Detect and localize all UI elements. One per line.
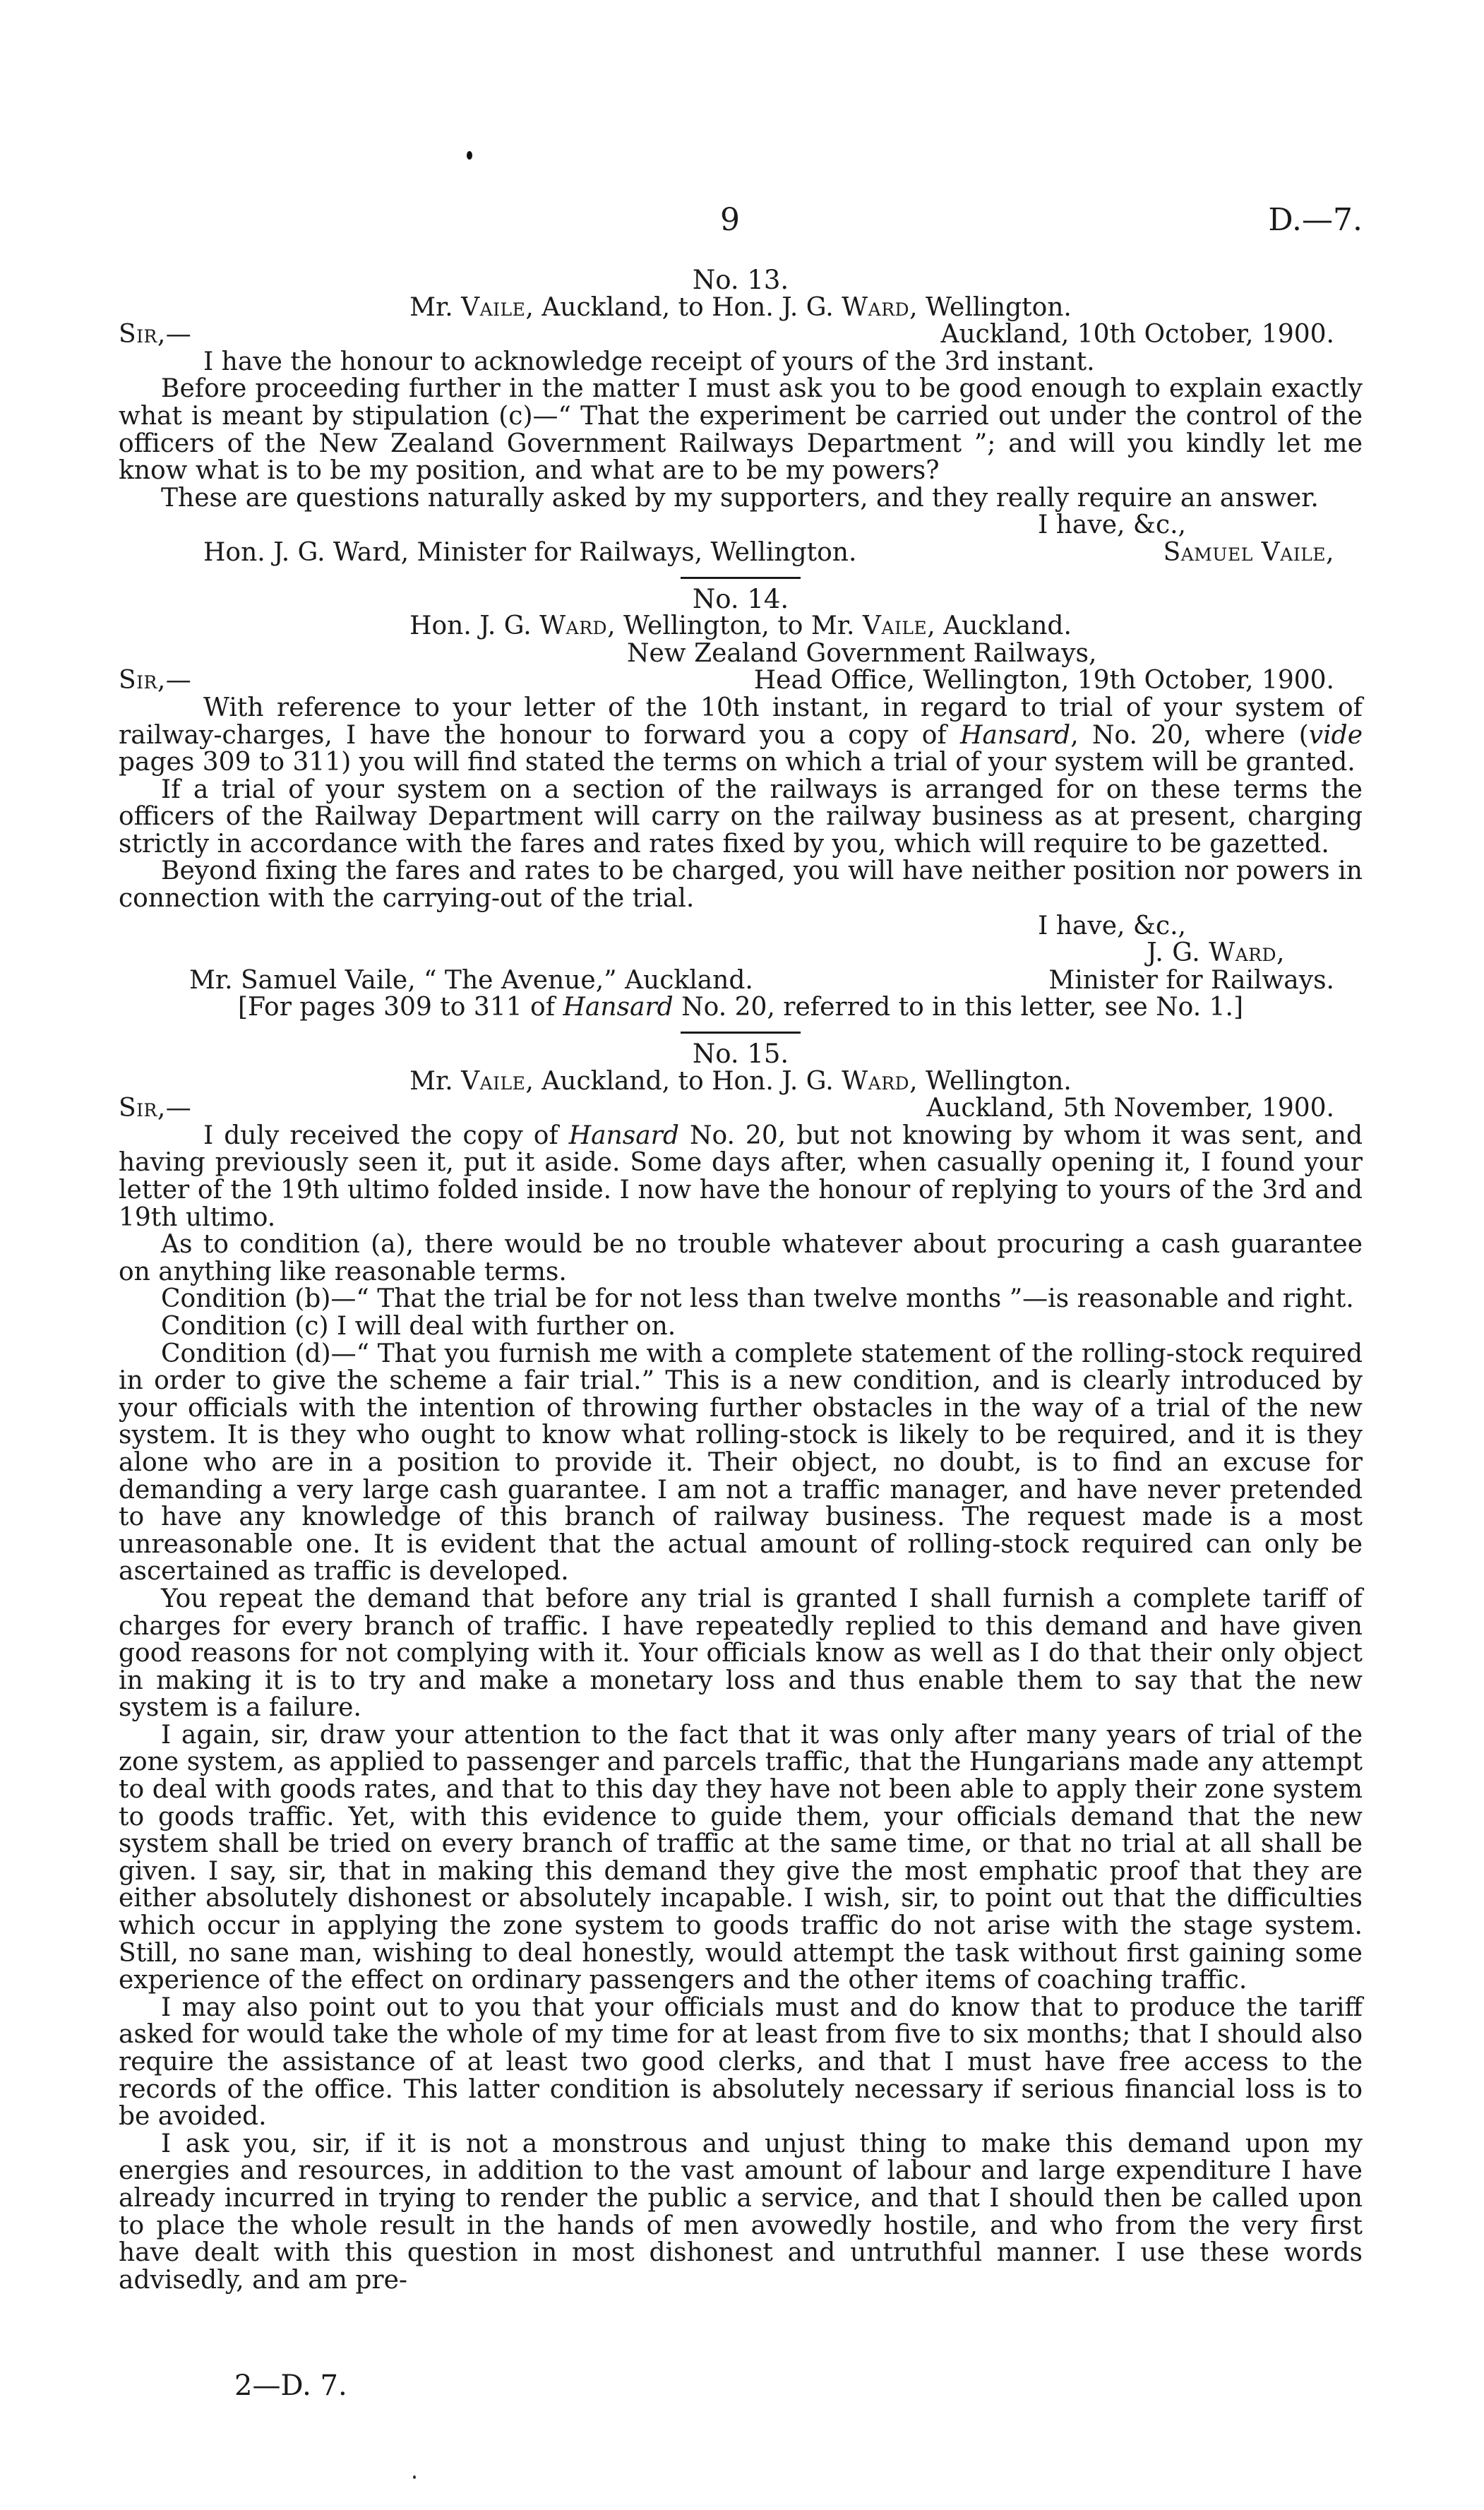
letter-from-to: Hon. J. G. Ward, Wellington, to Mr. Vaile, Auckland. — [409, 611, 1072, 641]
paragraph: I have the honour to acknowledge receipt of yours of the 3rd instant. — [203, 347, 1095, 376]
paragraph: Beyond fixing the fares and rates to be charged, you will have neither position nor powers in connection with the carrying-out of the trial. — [119, 856, 1363, 914]
section-divider — [681, 577, 801, 579]
paragraph: With reference to your letter of the 10th instant, in regard to trial of your system of railway-charges, I have the honour to forward you a copy of Hansard, No. 20, where (vide pages 309 to 311) you will find stated the terms on which a trial of your system will be granted. — [119, 693, 1363, 777]
dateline: Head Office, Wellington, 19th October, 1900. — [753, 666, 1334, 695]
document-reference: D.—7. — [1268, 202, 1363, 238]
signature: Samuel Vaile, — [1163, 537, 1334, 567]
ink-speck — [413, 2475, 416, 2479]
closing: I have, &c., — [1038, 911, 1186, 940]
organisation-line: New Zealand Government Railways, — [627, 638, 1097, 668]
letter-from-to: Mr. Vaile, Auckland, to Hon. J. G. Ward, Wellington. — [409, 1066, 1072, 1096]
salutation: Sir,— — [119, 666, 192, 695]
ink-speck — [467, 151, 472, 160]
paragraph: I duly received the copy of Hansard No. 20, but not knowing by whom it was sent, and having previously seen it, put it aside. Some days after, when casually opening it, I found your letter of the 19th ultimo folded inside. I now have the honour of replying to yours of the 3rd and 19th ultimo. — [119, 1120, 1363, 1232]
paragraph: Before proceeding further in the matter I must ask you to be good enough to explain exactly what is meant by stipulation (c)—“ That the experiment be carried out under the control of the officers of the New Zealand Government Railways Department ”; and will you kindly let me know what is to be my position, and what are to be my powers? — [119, 374, 1363, 486]
salutation-row — [119, 667, 1363, 695]
signatory-title: Minister for Railways. — [1048, 965, 1334, 995]
paragraph: As to condition (a), there would be no trouble whatever about procuring a cash guarantee on anything like reasonable terms. — [119, 1230, 1363, 1286]
dateline: Auckland, 5th November, 1900. — [926, 1094, 1334, 1123]
salutation-row — [119, 321, 1363, 349]
section-divider — [681, 1032, 801, 1034]
salutation-row — [119, 1095, 1363, 1123]
salutation: Sir,— — [119, 320, 192, 349]
letter-from-to: Mr. Vaile, Auckland, to Hon. J. G. Ward, Wellington. — [409, 292, 1072, 322]
paragraph: Condition (d)—“ That you furnish me with a complete statement of the rolling-stock required in order to give the scheme a fair trial.” This is a new condition, and is clearly introduced by your officials with the intention of throwing further obstacles in the way of a trial of the new system. It is they who ought to know what rolling-stock is likely to be required, and it is they alone who are in a position to provide it. Their object, no doubt, is to find an excuse for demanding a very large cash guarantee. I am not a traffic manager, and have never pretended to have any knowledge of this branch of railway business. The request made is a most unreasonable one. It is evident that the actual amount of rolling-stock required can only be ascertained as traffic is developed. — [119, 1339, 1363, 1586]
letter-no-14 — [119, 583, 1363, 1022]
addressee: Mr. Samuel Vaile, “ The Avenue,” Auckland. — [189, 965, 753, 995]
paragraph: Condition (c) I will deal with further on. — [161, 1311, 676, 1341]
dateline: Auckland, 10th October, 1900. — [940, 320, 1334, 349]
paragraph: I again, sir, draw your attention to the fact that it was only after many years of trial of the zone system, as applied to passenger and parcels traffic, that the Hungarians made any attempt to deal with goods rates, and that to this day they have not been able to apply their zone system to goods traffic. Yet, with this evidence to guide them, your officials demand that the new system shall be tried on every branch of traffic at the same time, or that no trial at all shall be given. I say, sir, that in making this demand they give the most emphatic proof that they are either absolutely dishonest or absolutely incapable. I wish, sir, to point out that the difficulties which occur in applying the zone system to goods traffic do not arise with the stage system. Still, no sane man, wishing to deal honestly, would attempt the task without first gaining some experience of the effect on ordinary passengers and the other items of coaching traffic. — [119, 1720, 1363, 1995]
paragraph: I may also point out to you that your officials must and do know that to produce the tariff asked for would take the whole of my time for at least from five to six months; that I should also require the assistance of at least two good clerks, and that I must have free access to the records of the office. This latter condition is absolutely necessary if serious financial loss is to be avoided. — [119, 1992, 1363, 2132]
addressee: Hon. J. G. Ward, Minister for Railways, Wellington. — [203, 537, 857, 567]
document-body — [119, 267, 1363, 2294]
letter-no-15 — [119, 1041, 1363, 2294]
letter-no-13 — [119, 267, 1363, 567]
editorial-note: [For pages 309 to 311 of Hansard No. 20, referred to in this letter, see No. 1.] — [237, 993, 1243, 1022]
closing: I have, &c., — [1038, 510, 1186, 540]
signature-row — [119, 539, 1363, 567]
paragraph: If a trial of your system on a section of the railways is arranged for on these terms the officers of the Railway Department will carry on the railway business as at present, charging strictly in accordance with the fares and rates fixed by you, which will require to be gazetted. — [119, 775, 1363, 859]
paragraph: You repeat the demand that before any trial is granted I shall furnish a complete tariff of charges for every branch of traffic. I have repeatedly replied to this demand and have given good reasons for not complying with it. Your officials know as well as I do that their only object in making it is to try and make a monetary loss and thus enable them to say that the new system is a failure. — [119, 1584, 1363, 1723]
signature-row — [119, 967, 1363, 995]
letter-number: No. 15. — [692, 1039, 789, 1070]
paragraph: Condition (b)—“ That the trial be for not less than twelve months ”—is reasonable and right. — [161, 1284, 1354, 1314]
letter-number: No. 14. — [692, 583, 789, 614]
signature-mark: 2—D. 7. — [234, 2369, 347, 2402]
page-header — [0, 202, 1484, 244]
letter-number: No. 13. — [692, 265, 789, 295]
page-number: 9 — [720, 202, 740, 238]
paragraph: These are questions naturally asked by my supporters, and they really require an answer. — [161, 483, 1319, 513]
salutation: Sir,— — [119, 1094, 192, 1123]
paragraph: I ask you, sir, if it is not a monstrous and unjust thing to make this demand upon my energies and resources, in addition to the vast amount of labour and large expenditure I have already incurred in trying to render the public a service, and that I should then be called upon to place the whole result in the hands of men avowedly hostile, and who from the very first have dealt with this question in most dishonest and untruthful manner. I use these words advisedly, and am pre- — [119, 2129, 1363, 2295]
signature: J. G. Ward, — [1147, 938, 1285, 968]
